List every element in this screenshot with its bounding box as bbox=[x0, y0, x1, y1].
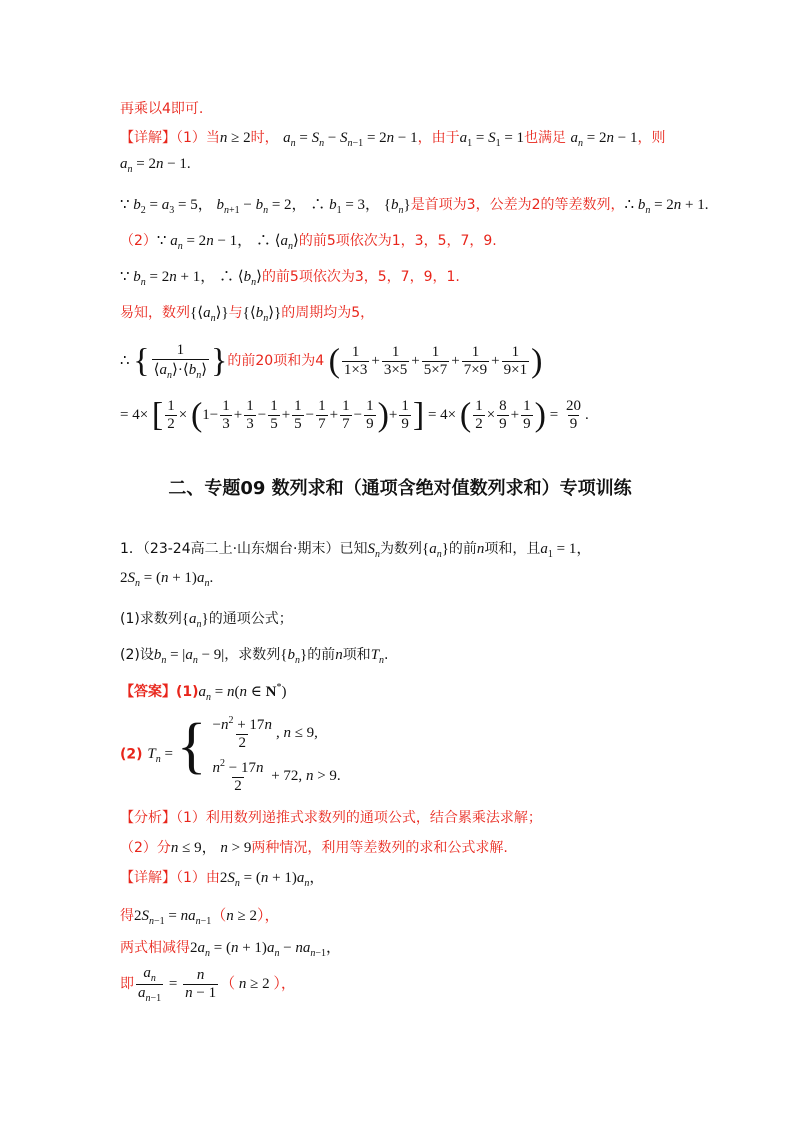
math: $b_n = |a_n - 9|$ bbox=[153, 647, 225, 666]
math: ∵ $b_2 = a_3 = 5$， $b_{n+1} - b_n = 2$， ∴ $b_1 = 3$， $\{b_n\}$ bbox=[120, 197, 411, 216]
math: $\{⟨b_n⟩\}$ bbox=[242, 305, 282, 324]
prev-line-2: 【详解】（1）当n ≥ 2时， $a_n = S_n - S_{n-1} = 2n - 1$，由于$a_1 = S_1 = 1$也满足 $a_n = 2n - 1$，则 bbox=[120, 130, 666, 149]
math: $2S_n = (n + 1)a_n$， bbox=[219, 870, 325, 889]
prev-line-7: 易知，数列$\{⟨a_n⟩\}$与$\{⟨b_n⟩\}$的周期均为5， bbox=[120, 305, 375, 324]
answer-1: 【答案】$(1)a_n = n(n$ ∈ N*) bbox=[120, 682, 287, 703]
math: $a_n = n(n$ ∈ N*) bbox=[198, 682, 287, 703]
math: （n ≥ 2）， bbox=[211, 908, 280, 924]
math: $T_n$ = { $\frac{-n^2 + 17n}{2}$ , n ≤ 9, $\frac{n^2 - 17n}{2}$ + 72, n > 9. bbox=[147, 712, 341, 794]
math: $a_n = S_n - S_{n-1} = 2n - 1$ bbox=[283, 130, 418, 149]
math: ∵ $a_n = 2n - 1$， ∴ $⟨a_n⟩$ bbox=[156, 233, 299, 252]
answer-2: (2) $T_n$ = { $\frac{-n^2 + 17n}{2}$ , n ≤ 9, $\frac{n^2 - 17n}{2}$ + 72, n > 9. bbox=[120, 712, 341, 794]
math: ∴ { $\frac{1}{⟨a_n⟩\cdot⟨b_n⟩}$ } bbox=[120, 342, 228, 381]
math: $a_1 = 1$， bbox=[540, 541, 592, 560]
detail-1: 【详解】（1）由$2S_n = (n + 1)a_n$， bbox=[120, 870, 325, 889]
math: $a_1 = S_1 = 1$ bbox=[459, 130, 525, 149]
math: n bbox=[476, 541, 485, 557]
math: ∵ $b_n = 2n + 1$， ∴ $⟨b_n⟩$ bbox=[120, 269, 262, 288]
prev-line-1: 再乘以4即可. bbox=[120, 101, 204, 117]
math: n ≤ 9， n > 9 bbox=[170, 840, 252, 856]
prev-line-8: ∴ { $\frac{1}{⟨a_n⟩\cdot⟨b_n⟩}$ }的前20项和为4 ( $\frac{1}{1\times 3}$ + $\frac{1}{3\times 5}$ + $\frac{1}{5\times 7}$ + $\frac{1}{7\times 9}$ + $\frac{1}{9\times 1}$ ) bbox=[120, 342, 543, 381]
math: $\{a_n\}$ bbox=[181, 611, 209, 630]
math: $2S_n = (n + 1)a_n$. bbox=[120, 570, 214, 589]
math: $T_n$ bbox=[370, 647, 385, 666]
math: ( $\frac{1}{1\times 3}$ + $\frac{1}{3\times 5}$ + $\frac{1}{5\times 7}$ + $\frac{1}{7\times 9}$ + $\frac{1}{9\times 1}$ ) bbox=[328, 342, 543, 380]
math: $a_n = 2n - 1$ bbox=[570, 130, 638, 149]
analysis-2: （2）分n ≤ 9， n > 9两种情况，利用等差数列的求和公式求解. bbox=[120, 840, 508, 856]
prev-line-9 bbox=[120, 398, 589, 433]
math: $2a_n = (n + 1)a_n - na_{n-1}$， bbox=[190, 940, 342, 959]
math: $S_n$ bbox=[367, 541, 381, 560]
math: $\{b_n\}$ bbox=[280, 647, 308, 666]
math: $a_n = 2n - 1$. bbox=[120, 156, 191, 175]
question-2: (2)设$b_n = |a_n - 9|$，求数列$\{b_n\}$的前n项和$T_n$. bbox=[120, 647, 389, 666]
math: $\{a_n\}$ bbox=[422, 541, 449, 560]
math: （ n ≥ 2 ）， bbox=[220, 975, 296, 992]
question-1: (1)求数列$\{a_n\}$的通项公式； bbox=[120, 611, 293, 630]
detail-4: 即 $\frac{a_n}{a_{n-1}}$ = $\frac{n}{n - 1}$ （ n ≥ 2 ）， bbox=[120, 965, 296, 1004]
problem-condition bbox=[120, 570, 213, 589]
math: ∴ $b_n = 2n + 1$. bbox=[624, 197, 709, 216]
math: $\frac{a_n}{a_{n-1}}$ = $\frac{n}{n - 1}$ bbox=[138, 965, 217, 1004]
detail-3: 两式相减得$2a_n = (n + 1)a_n - na_{n-1}$， bbox=[120, 940, 342, 959]
prev-line-6: ∵ $b_n = 2n + 1$， ∴ $⟨b_n⟩$的前5项依次为3，5，7，9，1. bbox=[120, 269, 460, 288]
prev-line-4: ∵ $b_2 = a_3 = 5$， $b_{n+1} - b_n = 2$， ∴ $b_1 = 3$， $\{b_n\}$是首项为3，公差为2的等差数列，∴ $b_n = 2n + 1$. bbox=[120, 197, 709, 216]
math: n ≥ 2 bbox=[219, 130, 251, 146]
math: n bbox=[335, 647, 343, 663]
math: $2S_{n-1} = na_{n-1}$ bbox=[134, 908, 212, 927]
section-title: 二、专题09 数列求和（通项含绝对值数列求和）专项训练 bbox=[168, 478, 632, 499]
analysis-1: 【分析】（1）利用数列递推式求数列的通项公式，结合累乘法求解； bbox=[120, 810, 542, 826]
detail-2: 得$2S_{n-1} = na_{n-1}(n \ge 2)$， bbox=[120, 908, 280, 927]
problem-statement: 1．（23-24高二上·山东烟台·期末）已知$S_n$为数列$\{a_n\}$的前n项和，且$a_1 = 1$， bbox=[120, 541, 592, 560]
prev-line-3 bbox=[120, 156, 191, 175]
prev-line-5: （2）∵ $a_n = 2n - 1$， ∴ $⟨a_n⟩$的前5项依次为1，3，5，7，9. bbox=[120, 233, 497, 252]
math: = 4× [ $\frac{1}{2}$ × (1− $\frac{1}{3}$ + $\frac{1}{3}$ − $\frac{1}{5}$ + $\frac{1}{5}$ − $\frac{1}{7}$ + $\frac{1}{7}$ − $\frac{1}{9}$ )+ $\frac{1}{9}$ ] = 4× ( $\frac{1}{2}$ × $\frac{8}{9}$ + $\frac{1}{9}$ ) = $\frac{20}{9}$ . bbox=[120, 396, 589, 434]
math: $\{⟨a_n⟩\}$ bbox=[190, 305, 229, 324]
